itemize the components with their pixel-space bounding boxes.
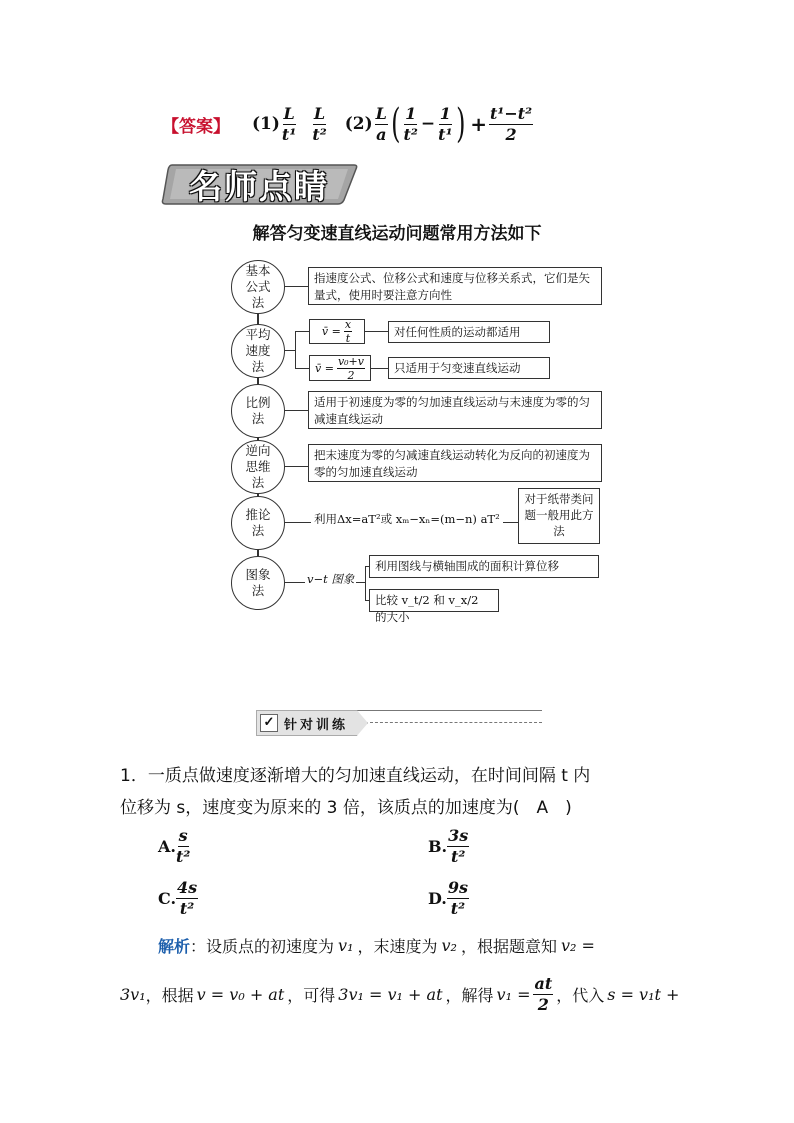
method-node-inference: 推论法 — [231, 496, 285, 550]
method-node-ratio: 比例法 — [231, 384, 285, 438]
practice-label: 针对训练 — [284, 718, 349, 733]
dashed-rule — [370, 722, 542, 723]
right-paren: ) — [455, 101, 466, 147]
option-a[interactable]: A. $\frac{s}{\text{t²}}$ — [158, 826, 191, 866]
connector — [295, 368, 309, 369]
header-rule — [356, 710, 542, 711]
formula-box-avg-v0-plus-v: v̄ = $\frac{\text{v₀+v}}{2}$ — [309, 355, 371, 381]
explanation-line-1: 解析 ：设质点的初速度为 v₁ ，末速度为 v₂ ，根据题意知 v₂ = — [158, 936, 595, 956]
practice-header — [256, 710, 542, 736]
formula-box-avg-x-over-t: v̄ = $\frac{x}{t}$ — [309, 319, 365, 344]
answer-fraction: $\frac{1}{\text{t¹}}$ — [438, 103, 453, 144]
question-line-1: 1．一质点做速度逐渐增大的匀加速直线运动，在时间间隔 t 内 — [120, 766, 591, 786]
banner-title: 名师点睛 — [189, 167, 329, 206]
connector — [295, 331, 296, 369]
minus-sign: − — [420, 114, 436, 134]
connector — [365, 566, 366, 601]
method-node-reverse-thinking: 逆向思维法 — [231, 440, 285, 494]
option-c[interactable]: C. $\frac{4s}{\text{t²}}$ — [158, 878, 198, 918]
option-b[interactable]: B. $\frac{3s}{\text{t²}}$ — [428, 826, 469, 866]
check-icon: ✓ — [260, 714, 278, 732]
question-line-2: 位移为 s，速度变为原来的 3 倍，该质点的加速度为( A ) — [120, 798, 572, 818]
connector — [285, 410, 308, 411]
connector — [295, 331, 309, 332]
left-paren: ( — [391, 101, 401, 147]
method-desc-basic-formula: 指速度公式、位移公式和速度与位移关系式，它们是矢量式，使用时要注意方向性 — [308, 267, 602, 305]
inference-note: 对于纸带类问题一般用此方法 — [518, 488, 600, 544]
graph-desc2: 比较 v_t/2 和 v_x/2 的大小 — [369, 589, 499, 612]
answer-part2-label: (2) — [344, 114, 373, 134]
explanation-label: 解析 — [158, 937, 191, 956]
method-desc-ratio: 适用于初速度为零的匀加速直线运动与末速度为零的匀减速直线运动 — [308, 391, 602, 429]
method-desc-inference: 利用Δx=aT²或 xₘ−xₙ=(m−n) aT² — [311, 511, 503, 527]
method-desc-reverse-thinking: 把末速度为零的匀减速直线运动转化为反向的初速度为零的匀加速直线运动 — [308, 444, 602, 482]
connector — [285, 286, 308, 287]
formula2-desc: 只适用于匀变速直线运动 — [388, 357, 550, 379]
method-node-graph: 图象法 — [231, 556, 285, 610]
answer-fraction: $\frac{1}{\text{t²}}$ — [403, 103, 418, 144]
method-node-basic-formula: 基本公式法 — [231, 260, 285, 314]
connector — [365, 331, 388, 332]
graph-label: v−t 图象 — [307, 572, 355, 586]
graph-desc1: 利用图线与横轴围成的面积计算位移 — [369, 555, 599, 578]
plus-sign: + — [470, 112, 487, 136]
formula1-desc: 对任何性质的运动都适用 — [388, 321, 550, 343]
method-node-average-velocity: 平均速度法 — [231, 324, 285, 378]
connector — [285, 466, 308, 467]
explanation-line-2: 3v₁ ，根据 v = v₀ + at ，可得 3v₁ = v₁ + at ，解得 v₁ = $\frac{at}{2}$ ，代入 s = v₁t + — [120, 974, 680, 1014]
connector — [371, 368, 388, 369]
answer-tag: 【答案】 — [162, 116, 230, 137]
answer-part1-label: (1) — [252, 114, 280, 134]
connector — [285, 350, 295, 351]
answer-fraction: $\frac{L}{\text{t¹}}$ — [281, 103, 297, 144]
answer-fraction: $\frac{L}{a}$ — [375, 103, 387, 144]
option-d[interactable]: D. $\frac{9s}{\text{t²}}$ — [428, 878, 469, 918]
answer-fraction: $\frac{\text{t¹−t²}}{2}$ — [489, 103, 533, 144]
answer-fraction: $\frac{L}{\text{t²}}$ — [312, 103, 327, 144]
diagram-title: 解答匀变速直线运动问题常用方法如下 — [252, 224, 542, 244]
